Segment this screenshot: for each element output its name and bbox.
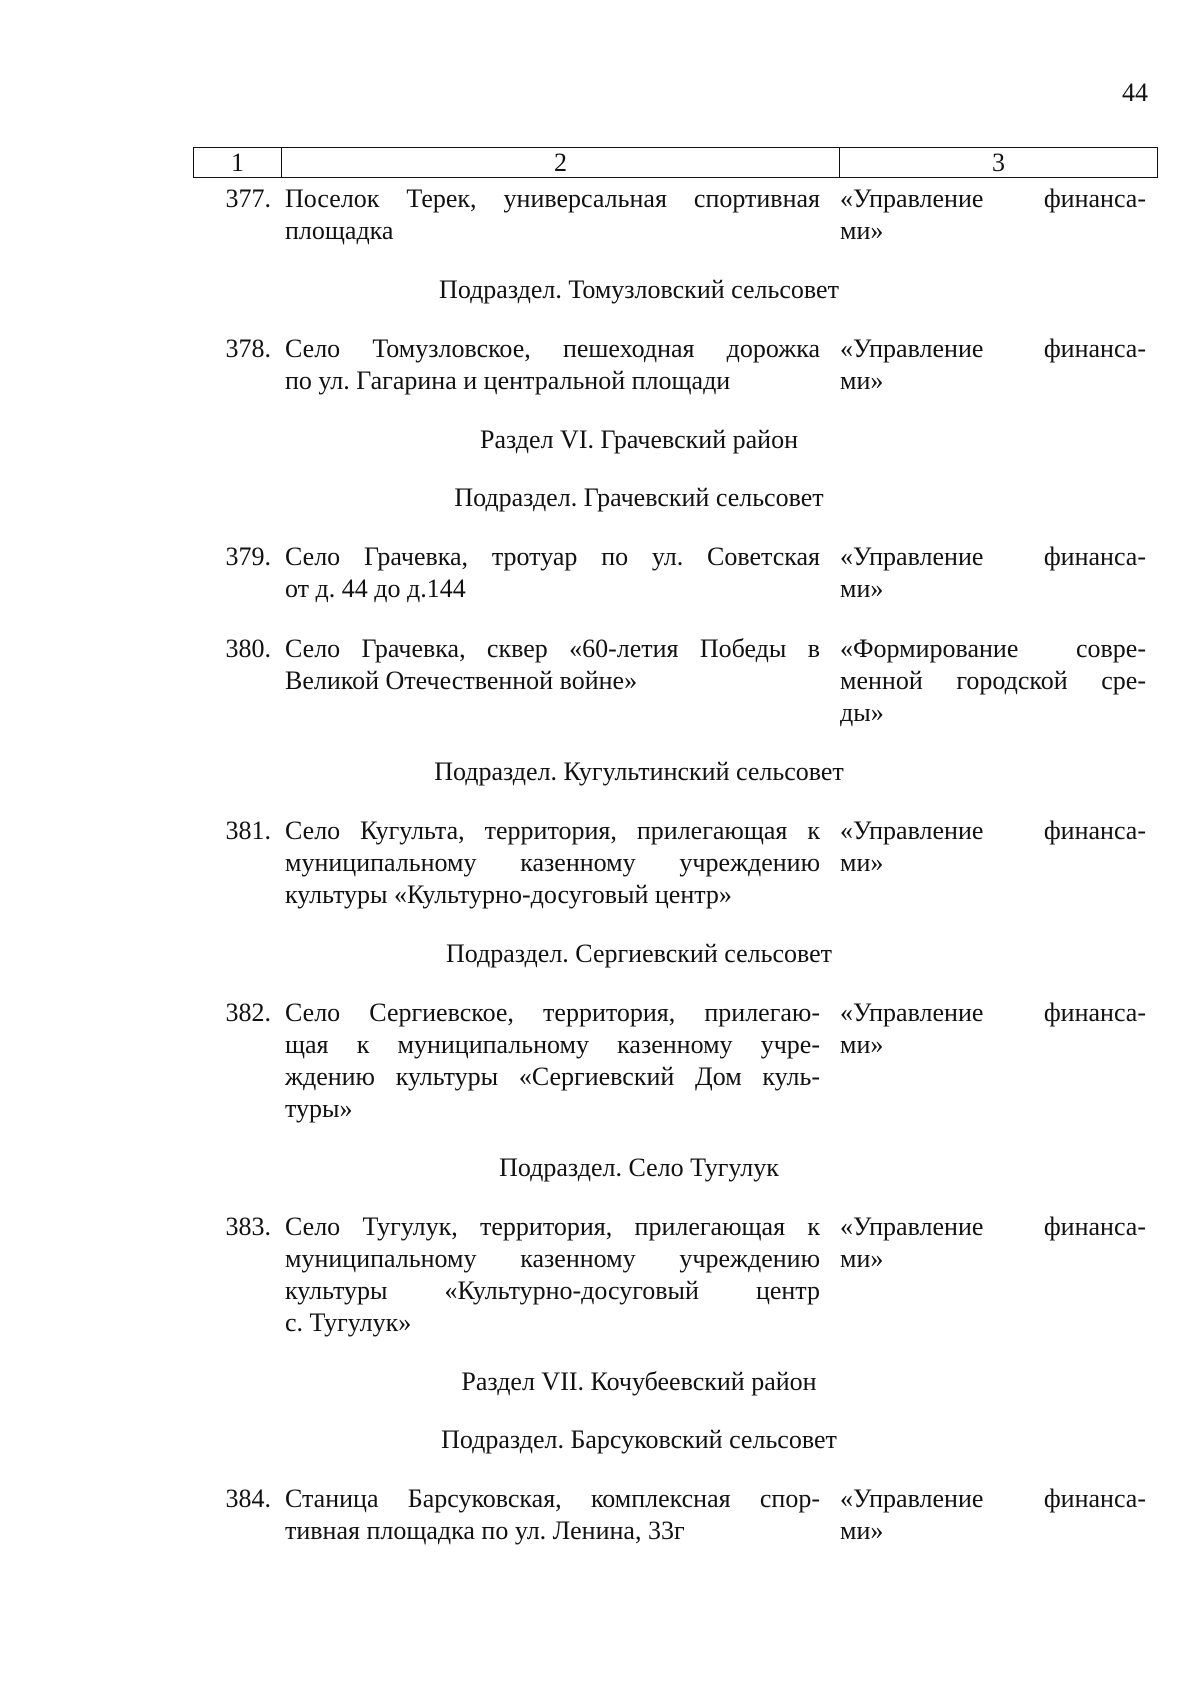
section-heading: Подраздел. Грачевский сельсовет: [454, 483, 824, 512]
description-line: Село Кугульта, территория, прилегающая к: [285, 816, 820, 845]
description-line: от д. 44 до д.144: [285, 574, 466, 603]
program-line: ми»: [840, 1030, 884, 1059]
program-line: менной городской сре-: [840, 666, 1146, 695]
program-line: «Управление финанса-: [840, 998, 1146, 1027]
program-line: ми»: [840, 574, 884, 603]
row-number: 384.: [225, 1484, 271, 1513]
row-number: 378.: [225, 334, 271, 363]
program-line: «Управление финанса-: [840, 542, 1146, 571]
row-number: 377.: [225, 184, 271, 213]
row-program: [840, 633, 1146, 729]
row-number: 380.: [225, 634, 271, 663]
section-heading: Раздел VII. Кочубеевский район: [461, 1367, 817, 1396]
row-description: [285, 333, 820, 397]
row-description: [285, 541, 820, 605]
section-heading: Подраздел. Томузловский сельсовет: [439, 275, 839, 304]
row-program: [840, 1211, 1146, 1339]
program-line: ми»: [840, 216, 884, 245]
program-line: «Управление финанса-: [840, 1484, 1146, 1513]
row-description: [285, 633, 820, 729]
description-line: Село Тугулук, территория, прилегающая к: [285, 1212, 820, 1241]
row-program: [840, 333, 1146, 397]
table-row: [193, 997, 1163, 1125]
program-line: ми»: [840, 848, 884, 877]
description-line: тивная площадка по ул. Ленина, 33г: [285, 1516, 685, 1545]
description-line: Станица Барсуковская, комплексная спор-: [285, 1484, 820, 1513]
row-description: [285, 815, 820, 911]
program-line: «Формирование совре-: [840, 634, 1146, 663]
section-heading: Подраздел. Барсуковский сельсовет: [441, 1425, 837, 1454]
table-row: [193, 815, 1163, 911]
row-program: [840, 815, 1146, 911]
description-line: Великой Отечественной войне»: [285, 666, 638, 695]
program-line: «Управление финанса-: [840, 184, 1146, 213]
section-heading: Подраздел. Село Тугулук: [499, 1153, 779, 1182]
row-program: [840, 997, 1146, 1125]
description-line: муниципальному казенному учреждению: [285, 848, 820, 877]
description-line: туры»: [285, 1094, 353, 1123]
row-description: [285, 1483, 820, 1547]
description-line: площадка: [285, 216, 394, 245]
program-line: «Управление финанса-: [840, 816, 1146, 845]
description-line: Село Томузловское, пешеходная дорожка: [285, 334, 820, 363]
description-line: Поселок Терек, универсальная спортивная: [285, 184, 820, 213]
table-row: [193, 541, 1163, 605]
row-number: 382.: [225, 998, 271, 1027]
table-row: [193, 1211, 1163, 1339]
row-description: [285, 997, 820, 1125]
description-line: Село Грачевка, сквер «60-летия Победы в: [285, 634, 820, 663]
header-col-2: 2: [282, 148, 840, 177]
row-number: 379.: [225, 542, 271, 571]
description-line: культуры «Культурно-досуговый центр»: [285, 880, 732, 909]
section-heading: Подраздел. Сергиевский сельсовет: [445, 939, 833, 968]
row-description: [285, 1211, 820, 1339]
table-header: [193, 147, 1158, 178]
page-number: 44: [1122, 78, 1148, 107]
table-row: [193, 633, 1163, 729]
program-line: ды»: [840, 698, 884, 727]
header-col-3: 3: [992, 147, 1005, 177]
description-line: по ул. Гагарина и центральной площади: [285, 366, 731, 395]
table-row: [193, 183, 1163, 247]
description-line: с. Тугулук»: [285, 1308, 412, 1337]
description-line: ждению культуры «Сергиевский Дом куль-: [285, 1062, 820, 1091]
row-program: [840, 183, 1146, 247]
program-line: «Управление финанса-: [840, 334, 1146, 363]
header-col-1: 1: [194, 148, 282, 177]
section-heading: Подраздел. Кугультинский сельсовет: [434, 757, 844, 786]
program-line: ми»: [840, 1516, 884, 1545]
description-line: муниципальному казенному учреждению: [285, 1244, 820, 1273]
document-body: [193, 183, 1163, 1547]
row-program: [840, 541, 1146, 605]
section-heading: Раздел VI. Грачевский район: [480, 425, 798, 454]
program-line: ми»: [840, 366, 884, 395]
row-number: 383.: [225, 1212, 271, 1241]
row-number: 381.: [225, 816, 271, 845]
table-row: [193, 1483, 1163, 1547]
table-row: [193, 333, 1163, 397]
program-line: ми»: [840, 1244, 884, 1273]
row-program: [840, 1483, 1146, 1547]
description-line: щая к муниципальному казенному учре-: [285, 1030, 820, 1059]
description-line: культуры «Культурно-досуговый центр: [285, 1276, 820, 1305]
description-line: Село Сергиевское, территория, прилегаю-: [285, 998, 820, 1027]
row-description: [285, 183, 820, 247]
program-line: «Управление финанса-: [840, 1212, 1146, 1241]
description-line: Село Грачевка, тротуар по ул. Советская: [285, 542, 820, 571]
